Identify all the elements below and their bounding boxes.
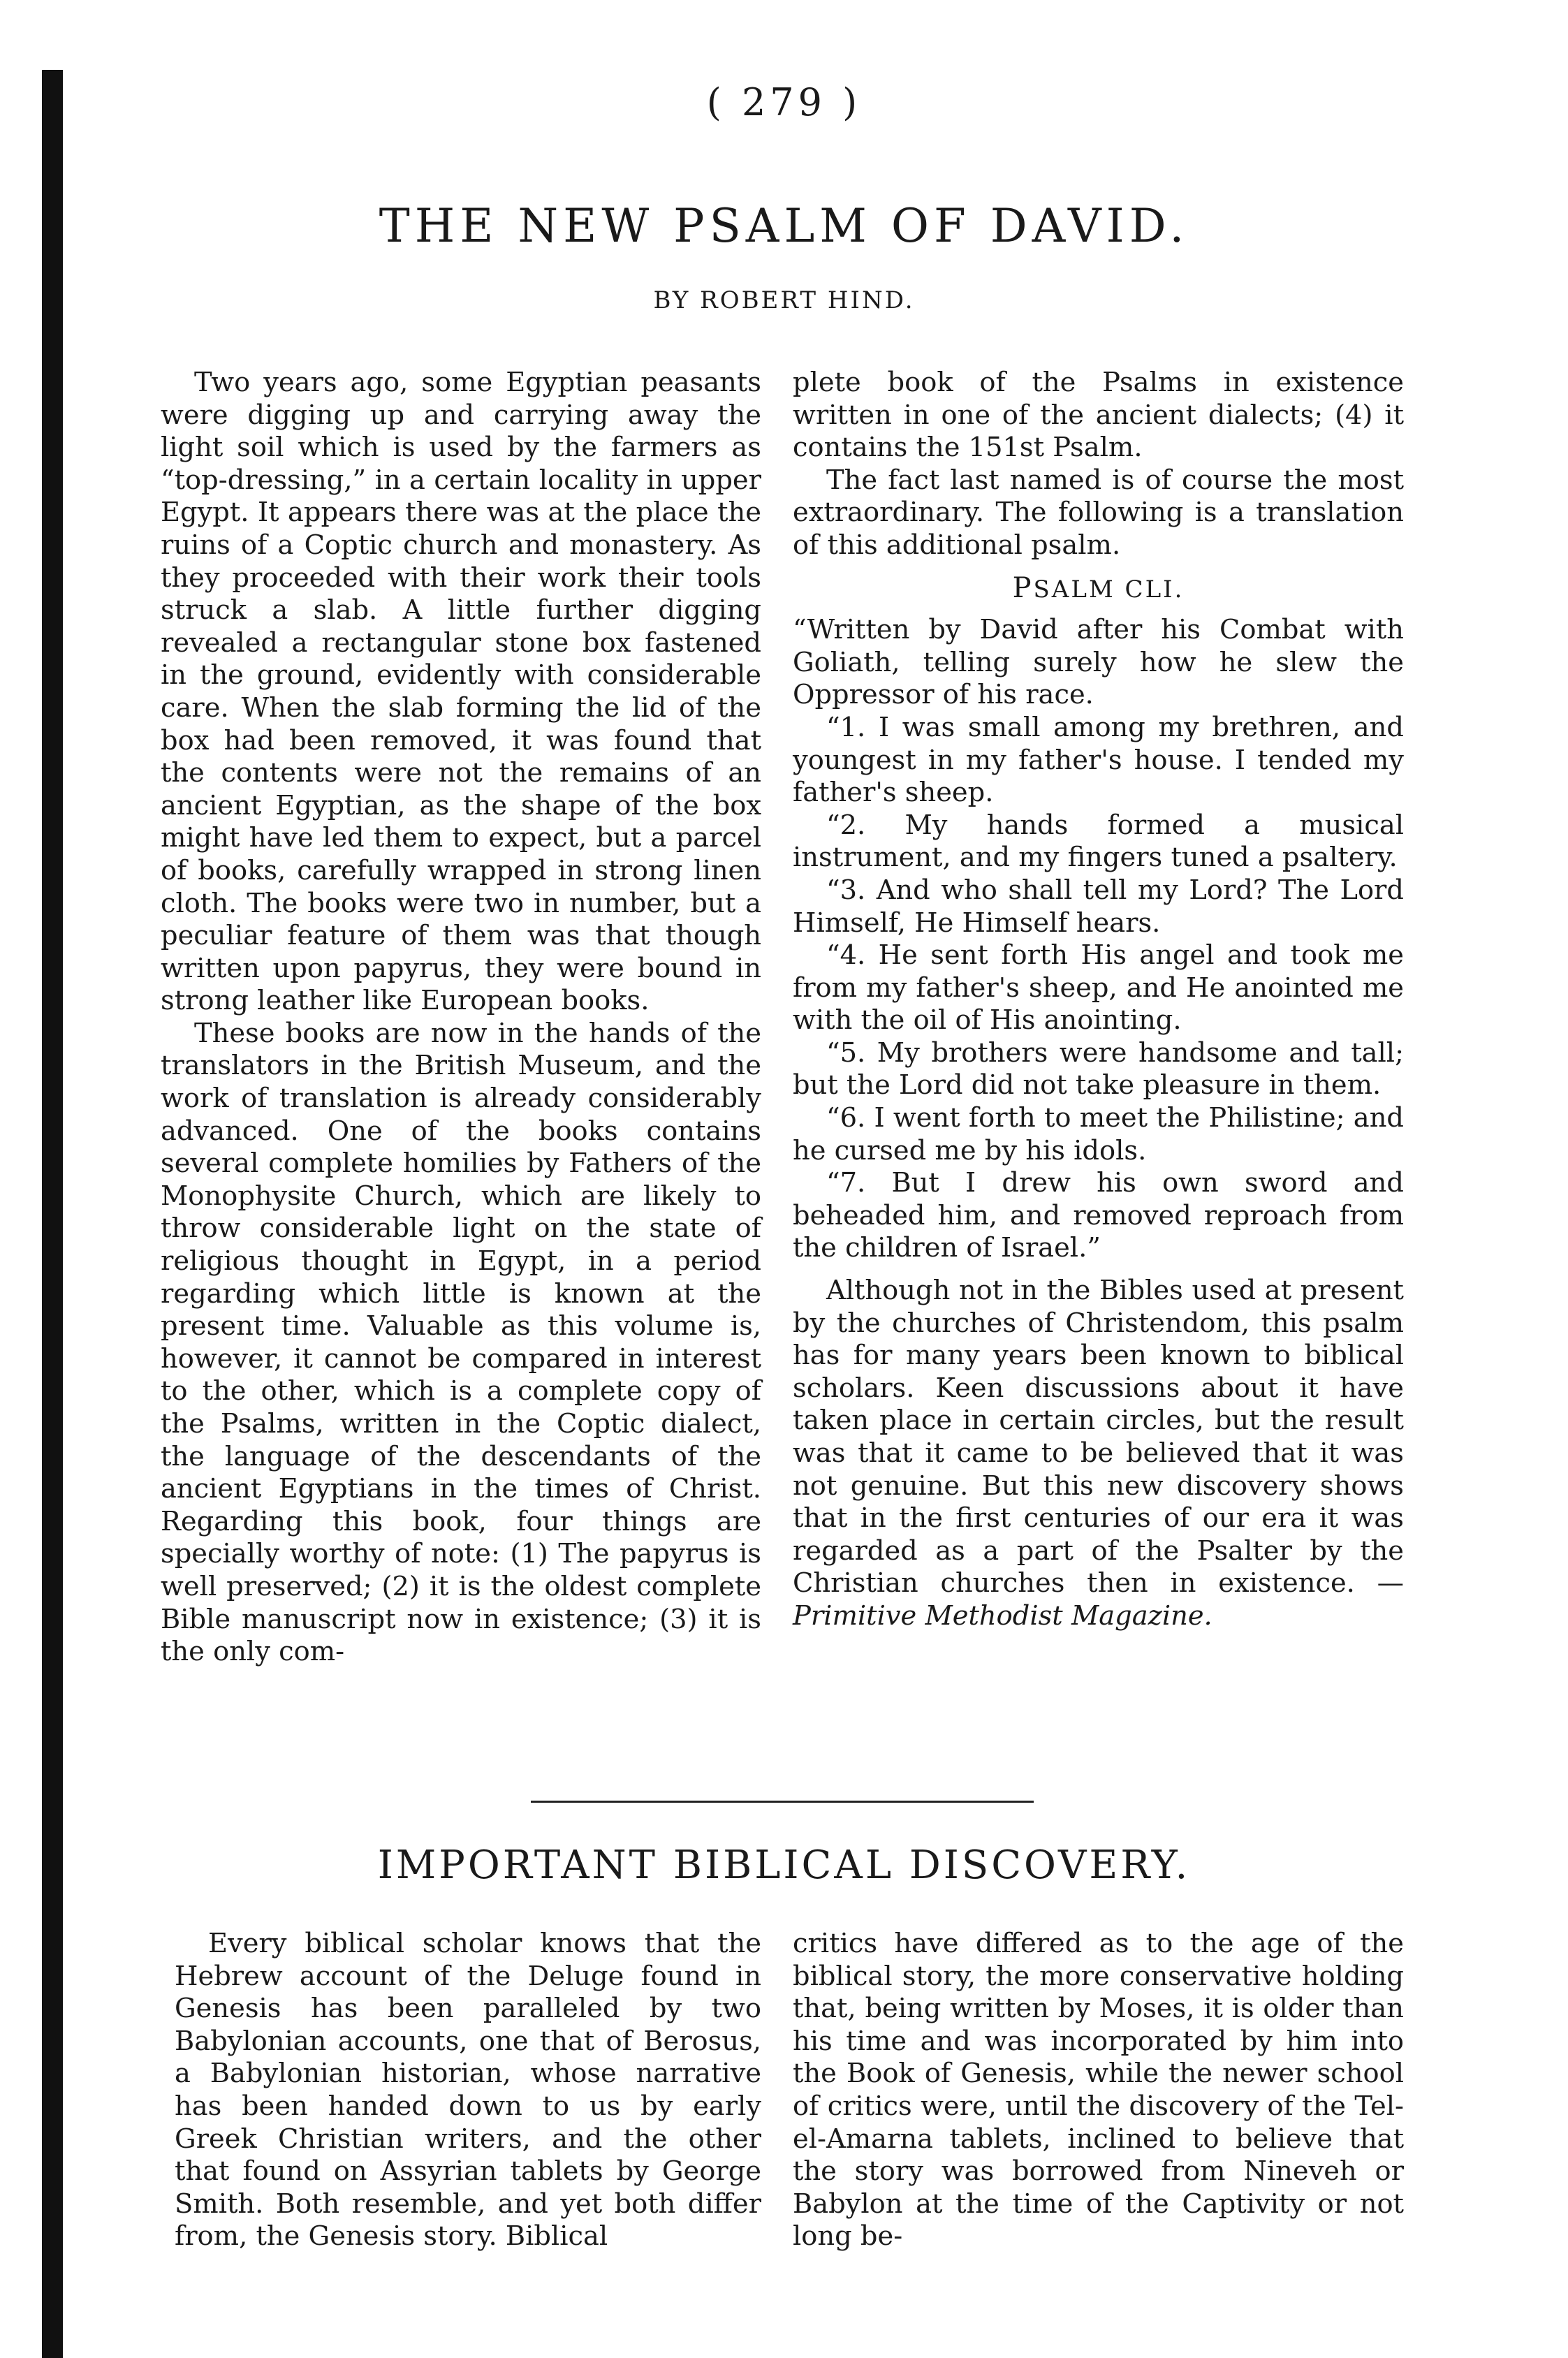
paragraph: These books are now in the hands of the translators in the British Museum, and the work of translation is already considerably advanced. One of the books contains several complete homilies by Fathers of the Monophysite Church, which are likely to throw considerable light on the state of religious thought in Egypt, in a period regarding which little is known at the present time. Valuable as this volume is, however, it cannot be compared in interest to the other, which is a complete copy of the Psalms, written in the Coptic dialect, the language of the descendants of the ancient Egyptians in the times of Christ. Regarding this book, four things are specially worthy of note: (1) The papyrus is well preserved; (2) it is the oldest complete Bible manuscript now in existence; (3) it is the only com- — [161, 1017, 761, 1668]
psalm-verse: “2. My hands formed a musical instrument, and my fingers tuned a psaltery. — [793, 809, 1404, 874]
psalm-verse: “5. My brothers were handsome and tall; but the Lord did not take pleasure in them. — [793, 1037, 1404, 1101]
section-divider — [531, 1801, 1034, 1803]
paragraph: Two years ago, some Egyptian peasants were digging up and carrying away the light soil which is used by the farmers as “top-dressing,” in a certain locality in upper Egypt. It appears there was at the place the ruins of a Coptic church and monastery. As they proceeded with their work their tools struck a slab. A little further digging revealed a rectangular stone box fastened in the ground, evidently with considerable care. When the slab forming the lid of the box had been removed, it was found that the contents were not the remains of an ancient Egyptian, as the shape of the box might have led them to expect, but a parcel of books, carefully wrapped in strong linen cloth. The books were two in number, but a peculiar feature of them was that though written upon papyrus, they were bound in strong leather like European books. — [161, 367, 761, 1017]
psalm-verse: “7. But I drew his own sword and beheaded him, and removed reproach from the children of Israel.” — [793, 1167, 1404, 1264]
paragraph: plete book of the Psalms in existence written in one of the ancient dialects; (4) it contains the 151st Psalm. — [793, 367, 1404, 464]
page-number: ( 279 ) — [706, 80, 862, 124]
paragraph: The fact last named is of course the most extraordinary. The following is a translation of this additional psalm. — [793, 464, 1404, 561]
article2-title: IMPORTANT BIBLICAL DISCOVERY. — [377, 1843, 1191, 1888]
byline: BY ROBERT HIND. — [653, 286, 915, 314]
psalm-verse: “3. And who shall tell my Lord? The Lord Himself, He Himself hears. — [793, 874, 1404, 939]
psalm-heading-rest: SALM CLI. — [1033, 575, 1185, 603]
paragraph: critics have differed as to the age of the biblical story, the more conservative holding that, being written by Moses, it is older than his time and was incorporated by him into the Book of Genesis, while the newer school of critics were, until the discovery of the Tel-el-Amarna tablets, inclined to believe that the story was borrowed from Nineveh or Babylon at the time of the Captivity or not long be- — [793, 1928, 1404, 2253]
psalm-verse: “4. He sent forth His angel and took me from my father's sheep, and He anointed me with the oil of His anointing. — [793, 939, 1404, 1037]
psalm-verse: “1. I was small among my brethren, and youngest in my father's house. I tended my father's sheep. — [793, 711, 1404, 809]
closing-paragraph — [793, 1275, 1404, 1633]
article1-right-column — [793, 367, 1404, 1633]
paragraph: Every biblical scholar knows that the Hebrew account of the Deluge found in Genesis has been paralleled by two Babylonian accounts, one that of Berosus, a Babylonian historian, whose narrative has been handed down to us by early Greek Christian writers, and the other that found on Assyrian tablets by George Smith. Both resemble, and yet both differ from, the Genesis story. Biblical — [175, 1928, 761, 2253]
psalm-heading-initial: P — [1012, 571, 1034, 604]
article1-left-column — [161, 367, 761, 1669]
psalm-intro: “Written by David after his Combat with Goliath, telling surely how he slew the Oppressor of his race. — [793, 614, 1404, 711]
article2-right-column — [793, 1928, 1404, 2253]
article2-left-column — [175, 1928, 761, 2253]
psalm-heading — [793, 572, 1404, 606]
source-citation: Primitive Methodist Magazine. — [793, 1599, 1212, 1632]
article-title: THE NEW PSALM OF DAVID. — [379, 199, 1189, 253]
page-binding-edge — [42, 70, 63, 2358]
psalm-verse: “6. I went forth to meet the Philistine; and he cursed me by his idols. — [793, 1102, 1404, 1166]
closing-text: Although not in the Bibles used at present by the churches of Christendom, this psalm has for many years been known to biblical scholars. Keen discussions about it have taken place in certain circles, but the result was that it came to be believed that it was not genuine. But this new discovery shows that in the first centuries of our era it was regarded as a part of the Psalter by the Christian churches then in existence. — — [793, 1275, 1404, 1599]
